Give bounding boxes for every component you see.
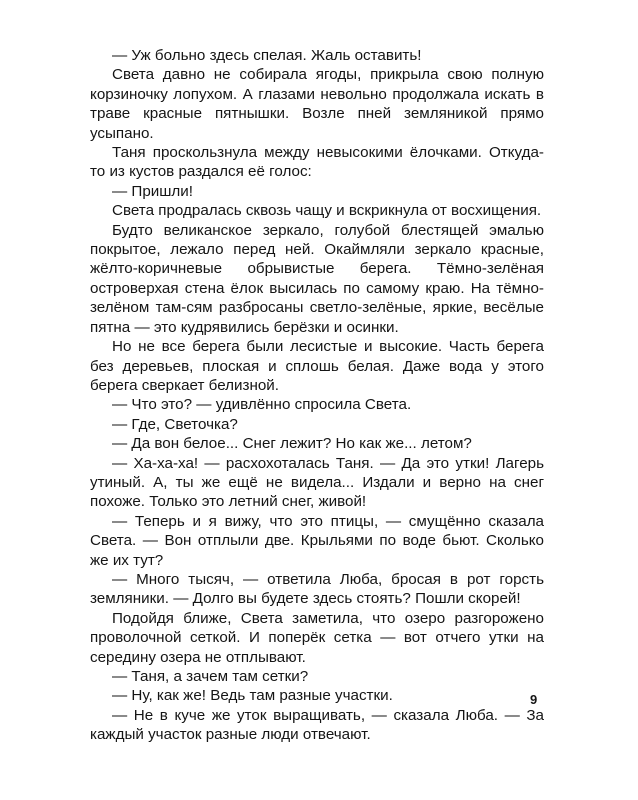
- page-text: [90, 46, 544, 745]
- paragraph: — Пришли!: [112, 182, 194, 200]
- page-number: 9: [530, 692, 538, 707]
- paragraph: — Не в куче же уток выращивать, — сказала Люба. — За каждый участок разные люди отвечают.: [90, 706, 544, 744]
- paragraph: — Ха-ха-ха! — расхохоталась Таня. — Да это утки! Лагерь утиный. А, ты же ещё не видела... Издали и верно на снег похоже. Только это летний снег, живой!: [90, 454, 544, 511]
- paragraph: Таня проскользнула между невысокими ёлочками. Откуда-то из кустов раздался её голос:: [90, 144, 544, 181]
- paragraph: — Много тысяч, — ответила Люба, бросая в рот горсть земляники. — Долго вы будете здесь стоять? Пошли скорей!: [90, 570, 544, 608]
- paragraph: — Где, Светочка?: [112, 415, 238, 433]
- paragraph: Подойдя ближе, Света заметила, что озеро разгорожено проволочной сеткой. И поперёк сетка — вот отчего утки на середину озера не отплывают.: [90, 609, 544, 666]
- paragraph: — Что это? — удивлённо спросила Света.: [112, 396, 412, 414]
- paragraph: — Теперь и я вижу, что это птицы, — смущённо сказала Света. — Вон отплыли две. Крыльями по воде бьют. Сколько же их тут?: [90, 512, 544, 569]
- paragraph: Света давно не собирала ягоды, прикрыла свою полную корзиночку лопухом. А глазами невольно продолжала искать в траве красные пятнышки. Возле пней земляникой прямо усыпано.: [90, 66, 544, 142]
- paragraph: — Уж больно здесь спелая. Жаль оставить!: [112, 47, 422, 64]
- paragraph: — Ну, как же! Ведь там разные участки.: [112, 687, 393, 705]
- paragraph: Но не все берега были лесистые и высокие. Часть берега без деревьев, плоская и сплошь белая. Даже вода у этого берега сверкает белизной.: [90, 338, 544, 394]
- paragraph: — Да вон белое... Снег лежит? Но как же... летом?: [112, 435, 472, 453]
- paragraph: Будто великанское зеркало, голубой блестящей эмалью покрытое, лежало перед ней. Окаймляли зеркало красные, жёлто-коричневые обрывистые берега. Тёмно-зелёная островерхая стена ёлок высилась по самому краю. На тёмно-зелёном там-сям разбросаны светло-зелёные, яркие, весёлые пятна — это кудрявились берёзки и осинки.: [90, 221, 544, 336]
- paragraph: — Таня, а зачем там сетки?: [112, 668, 309, 685]
- paragraph: Света продралась сквозь чащу и вскрикнула от восхищения.: [112, 202, 542, 220]
